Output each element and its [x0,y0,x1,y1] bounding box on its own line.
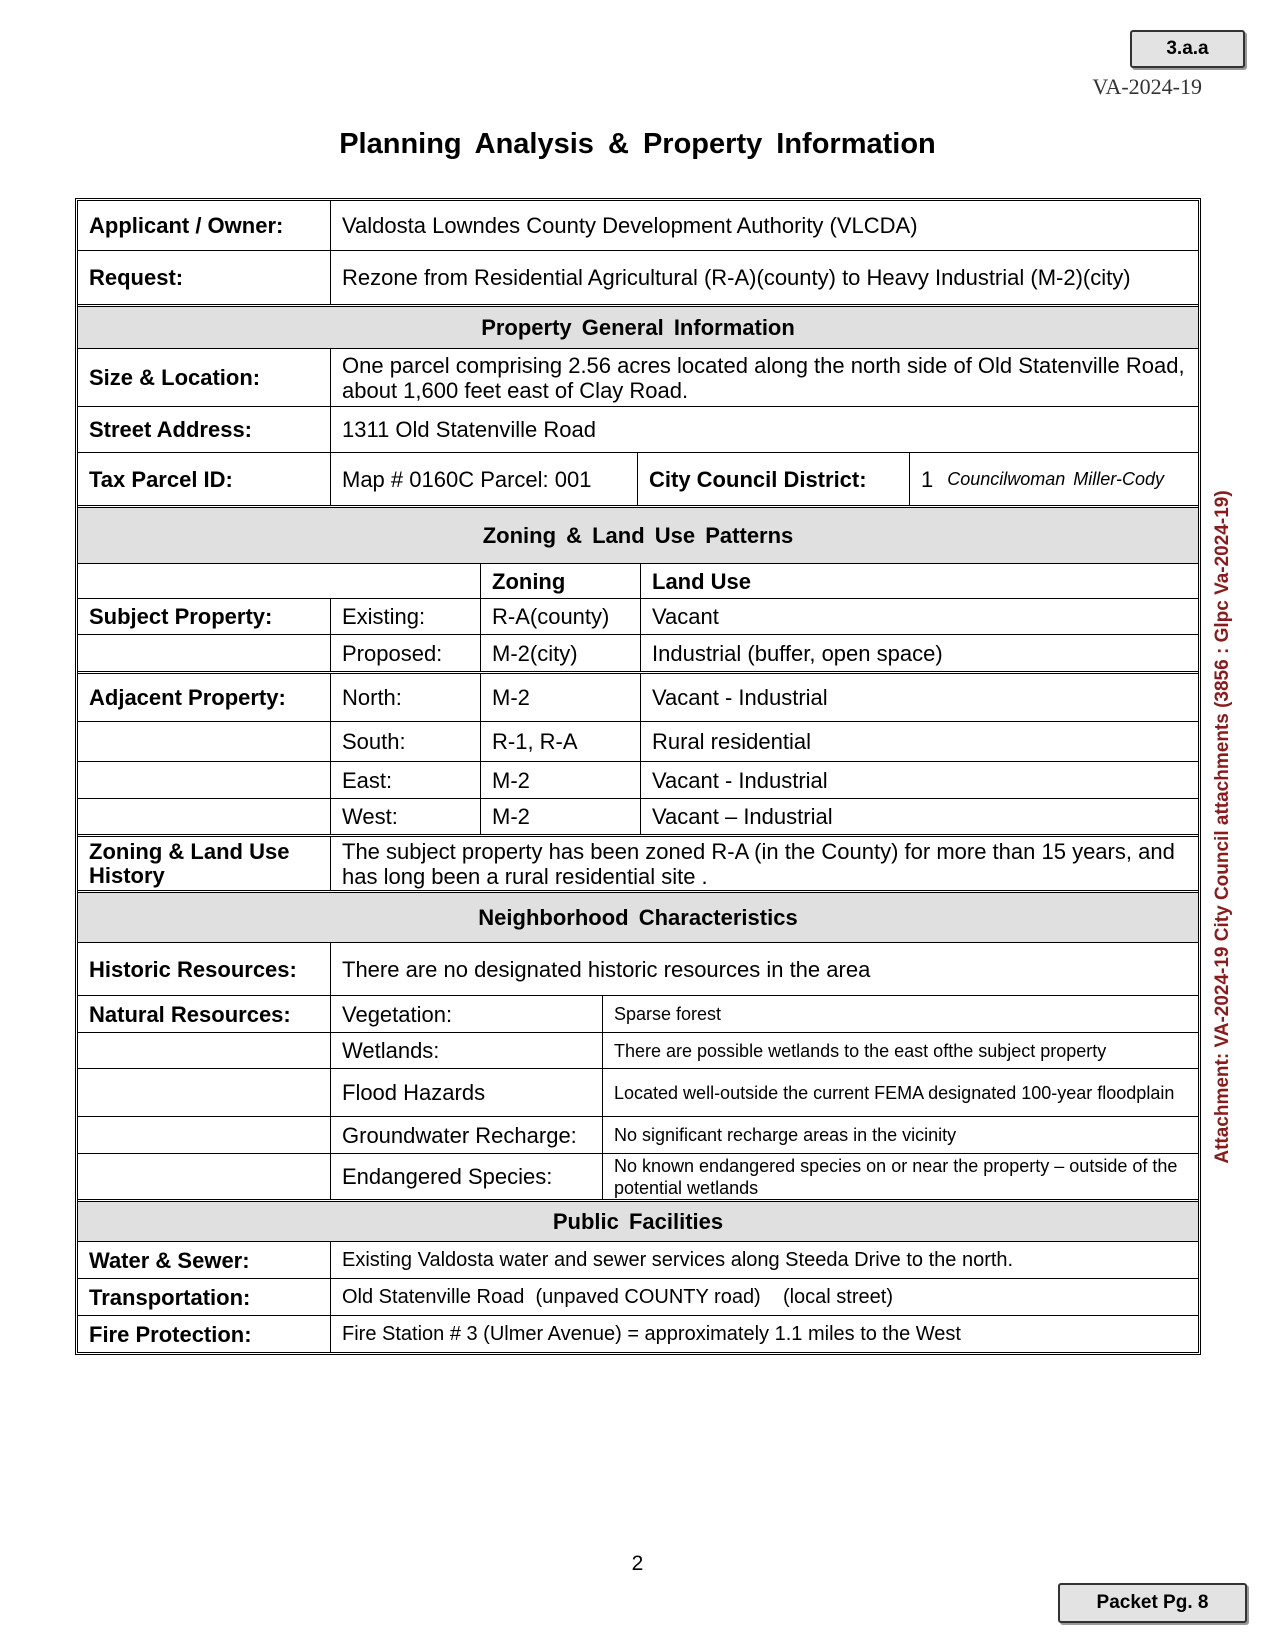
adjacent-east-row [78,762,1198,799]
adjacent-zoning: M-2 [481,762,641,798]
adjacent-west-row [78,799,1198,837]
adjacent-use: Vacant - Industrial [652,685,828,710]
adjacent-dir: North: [331,674,481,721]
subject-existing-row [78,599,1198,635]
blank-label [78,1033,331,1068]
natural-item: Vegetation: [331,996,603,1032]
water-sewer-value: Existing Valdosta water and sewer services along Steeda Drive to the north. [342,1248,1014,1271]
request-row [78,251,1198,307]
street-address-value: 1311 Old Statenville Road [342,417,596,442]
subject-zoning: R-A(county) [481,599,641,634]
neighborhood-heading: Neighborhood Characteristics [78,893,1198,942]
natural-row [78,1069,1198,1117]
historic-row [78,943,1198,996]
packet-page-badge: Packet Pg. 8 [1058,1583,1247,1623]
attachment-badge: 3.a.a [1130,30,1245,68]
blank-label [78,1117,331,1153]
adjacent-zoning: R-1, R-A [481,722,641,761]
natural-value: There are possible wetlands to the east ofthe subject property [614,1040,1107,1061]
subject-use: Vacant [652,604,719,629]
page-number: 2 [631,1552,644,1575]
facilities-section-header [78,1202,1198,1242]
adjacent-zoning: M-2 [481,674,641,721]
adjacent-property-label: Adjacent Property: [78,674,331,721]
request-label: Request: [78,251,331,304]
natural-item: Groundwater Recharge: [331,1117,603,1153]
blank-label [78,722,331,761]
zoning-heading: Zoning & Land Use Patterns [78,508,1198,563]
side-attachment-label: Attachment: VA-2024-19 City Council attachments (3856 : Glpc Va-2024-19) [1212,490,1233,1164]
adjacent-use: Rural residential [652,729,811,754]
subject-dir: Existing: [331,599,481,634]
historic-value: There are no designated historic resources in the area [342,956,871,982]
street-address-row [78,407,1198,453]
natural-value: No significant recharge areas in the vicinity [614,1125,957,1145]
fire-protection-row [78,1316,1198,1352]
size-location-row [78,349,1198,407]
natural-item: Flood Hazards [331,1069,603,1116]
blank-label [78,799,331,834]
natural-row [78,1033,1198,1069]
zoning-column-headers [78,564,1198,599]
general-section-header [78,307,1198,349]
size-location-label: Size & Location: [78,349,331,406]
adjacent-dir: West: [331,799,481,834]
natural-item: Endangered Species: [331,1154,603,1199]
natural-value: No known endangered species on or near the property – outside of the potential wetlands [614,1155,1178,1198]
transportation-row [78,1279,1198,1316]
council-district-value [910,453,1198,505]
water-sewer-label: Water & Sewer: [78,1242,331,1278]
zoning-section-header [78,508,1198,564]
subject-use: Industrial (buffer, open space) [652,640,943,666]
neighborhood-section-header [78,893,1198,943]
blank-label [78,635,331,671]
tax-parcel-label: Tax Parcel ID: [78,453,331,505]
page-title: Planning Analysis & Property Information [339,128,936,160]
applicant-label: Applicant / Owner: [78,201,331,250]
subject-dir: Proposed: [331,635,481,671]
zoning-history-label: Zoning & Land Use History [78,837,331,890]
zoning-header-blank [78,564,481,598]
property-info-table [75,198,1201,1355]
facilities-heading: Public Facilities [78,1202,1198,1241]
tax-parcel-row [78,453,1198,508]
fire-protection-value: Fire Station # 3 (Ulmer Avenue) = approximately 1.1 miles to the West [342,1322,961,1345]
adjacent-north-row [78,674,1198,722]
request-value: Rezone from Residential Agricultural (R-A)(county) to Heavy Industrial (M-2)(city) [342,265,1131,290]
street-address-label: Street Address: [78,407,331,452]
natural-row [78,996,1198,1033]
adjacent-dir: East: [331,762,481,798]
natural-row [78,1117,1198,1154]
adjacent-dir: South: [331,722,481,761]
adjacent-zoning: M-2 [481,799,641,834]
water-sewer-row [78,1242,1198,1279]
subject-property-label: Subject Property: [78,599,331,634]
natural-value: Sparse forest [614,1004,722,1024]
applicant-row [78,201,1198,251]
general-heading: Property General Information [78,307,1198,348]
subject-zoning: M-2(city) [481,635,641,671]
case-number: VA-2024-19 [1092,74,1202,99]
blank-label [78,1154,331,1199]
council-member: Councilwoman Miller-Cody [947,468,1164,489]
subject-proposed-row [78,635,1198,674]
transportation-label: Transportation: [78,1279,331,1315]
natural-value: Located well-outside the current FEMA designated 100-year floodplain [614,1082,1175,1103]
council-district-label: City Council District: [638,453,910,505]
natural-row [78,1154,1198,1202]
transportation-value: Old Statenville Road (unpaved COUNTY road) (local street) [342,1285,893,1308]
blank-label [78,1069,331,1116]
blank-label [78,762,331,798]
applicant-value: Valdosta Lowndes County Development Authority (VLCDA) [342,213,918,238]
tax-parcel-value: Map # 0160C Parcel: 001 [331,453,638,505]
historic-label: Historic Resources: [78,943,331,995]
council-district-number: 1 [921,466,934,492]
zoning-history-value: The subject property has been zoned R-A (in the County) for more than 15 years, and has long been a rural residential site . [342,838,1175,889]
land-use-col-header: Land Use [652,568,752,594]
zoning-history-row [78,837,1198,893]
natural-resources-label: Natural Resources: [78,996,331,1032]
size-location-value: One parcel comprising 2.56 acres located along the north side of Old Statenville Road, about 1,600 feet east of Clay Road. [342,352,1185,403]
zoning-col-header: Zoning [481,564,641,598]
natural-item: Wetlands: [331,1033,603,1068]
adjacent-use: Vacant – Industrial [652,804,833,829]
adjacent-use: Vacant - Industrial [652,767,828,793]
adjacent-south-row [78,722,1198,762]
fire-protection-label: Fire Protection: [78,1316,331,1352]
